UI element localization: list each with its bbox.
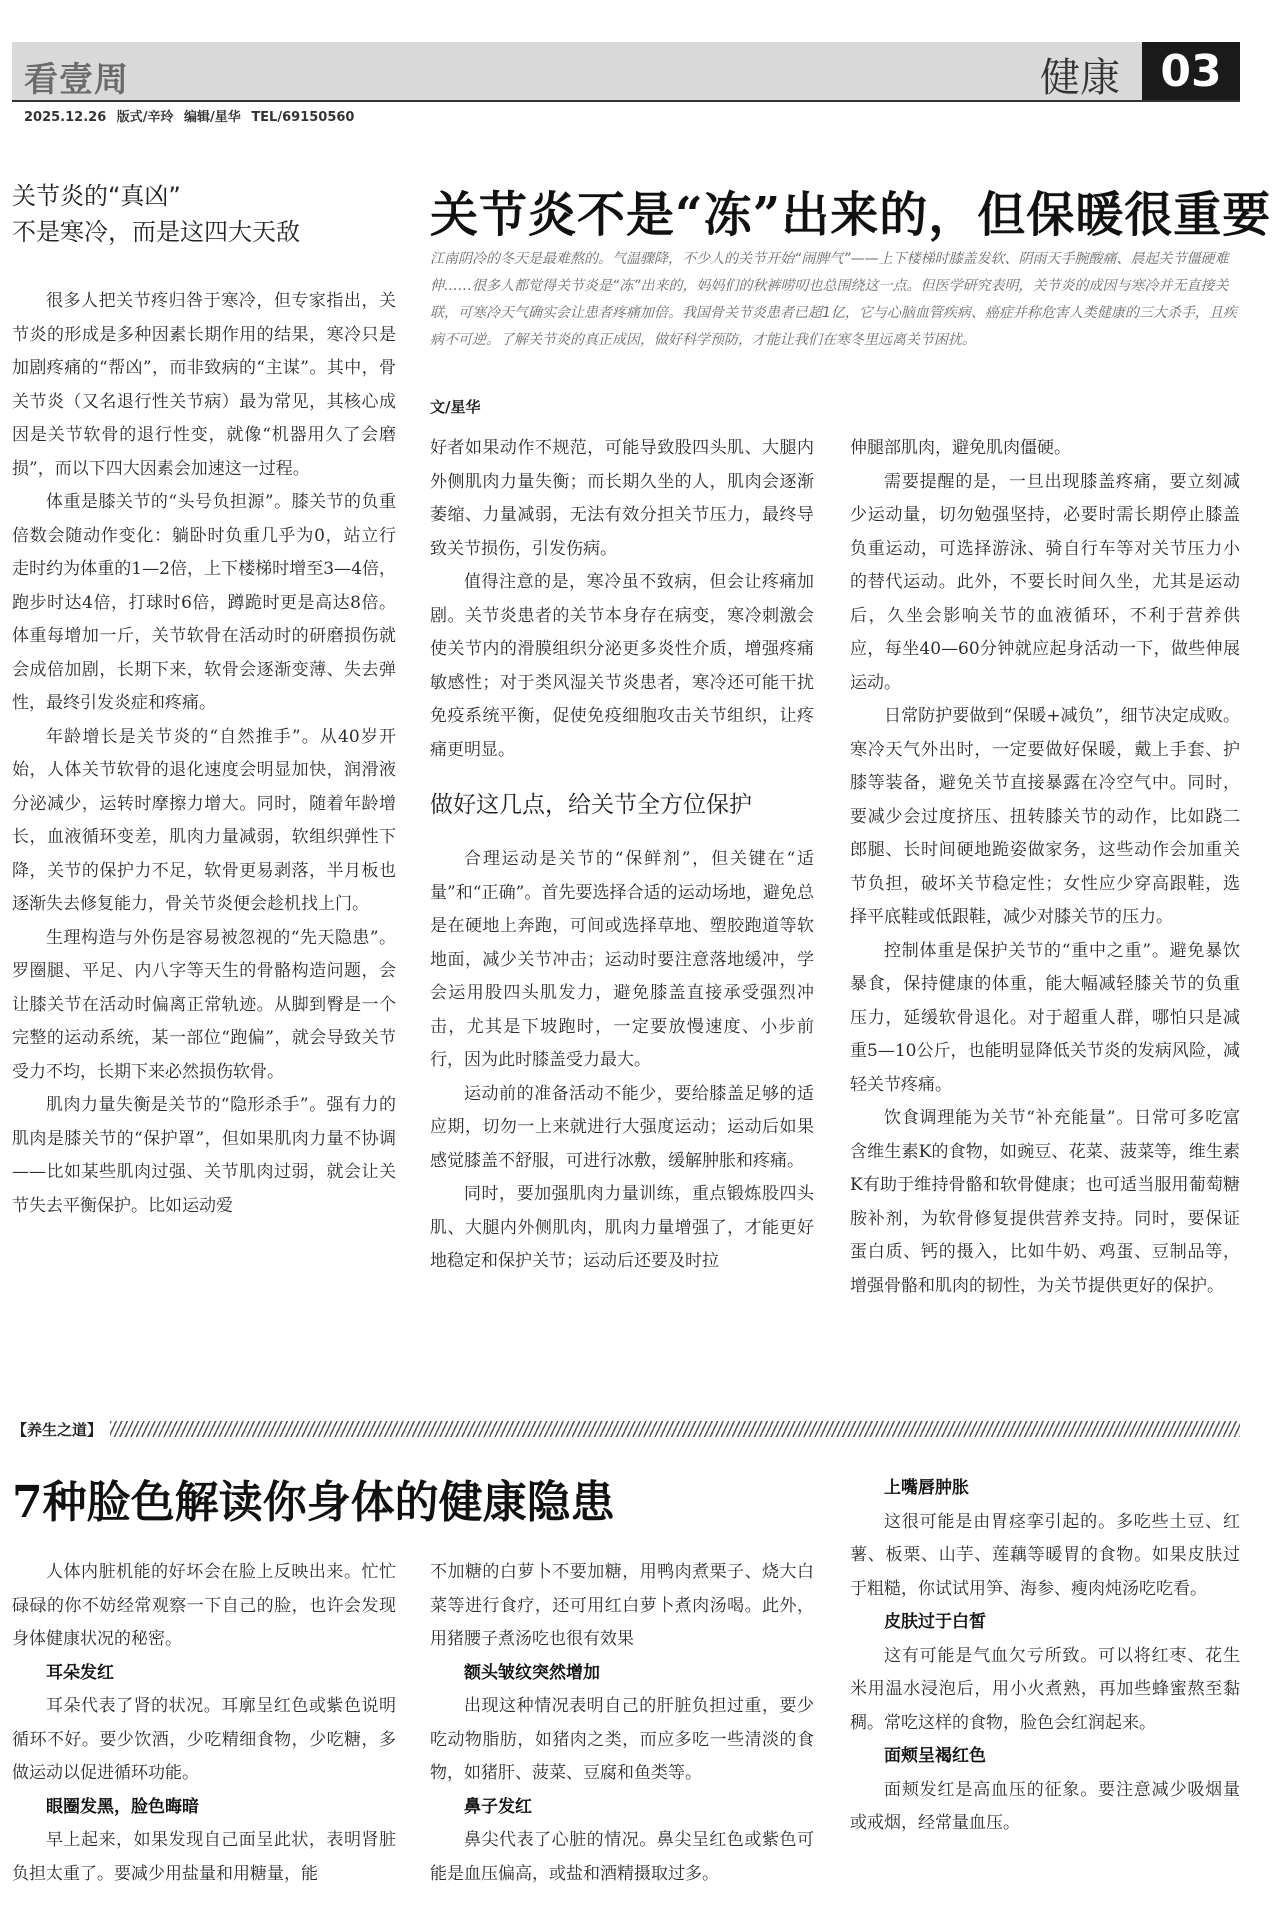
section-name: 健康 [1040, 55, 1120, 101]
band-stripes [110, 1421, 1240, 1437]
story2-column-3 [850, 1472, 1240, 1841]
paragraph: 不加糖的白萝卜不要加糖，用鸭肉煮栗子、烧大白菜等进行食疗，还可用红白萝卜煮肉汤喝。此外，用猪腰子煮汤吃也很有效果 [430, 1562, 814, 1649]
paragraph: 出现这种情况表明自己的肝脏负担过重，要少吃动物脂肪，如猪肉之类，而应多吃一些清淡的食物，如猪肝、菠菜、豆腐和鱼类等。 [430, 1696, 814, 1783]
paragraph: 鼻尖代表了心脏的情况。鼻尖呈红色或紫色可能是血压偏高，或盐和酒精摄取过多。 [430, 1830, 814, 1884]
story1-column-2 [430, 432, 814, 1279]
paragraph: 好者如果动作不规范，可能导致股四头肌、大腿内外侧肌肉力量失衡；而长期久坐的人，肌肉会逐渐萎缩、力量减弱，无法有效分担关节压力，最终导致关节损伤，引发伤病。 [430, 438, 814, 559]
subheading: 额头皱纹突然增加 [464, 1662, 600, 1683]
paragraph: 值得注意的是，寒冷虽不致病，但会让疼痛加剧。关节炎患者的关节本身存在病变，寒冷刺激会使关节内的滑膜组织分泌更多炎性介质，增强疼痛敏感性；对于类风湿关节炎患者，寒冷还可能干扰免疫系统平衡，促使免疫细胞攻击关节组织，让疼痛更明显。 [430, 572, 814, 760]
band-label: 【养生之道】 [12, 1420, 103, 1439]
story2-column-1 [12, 1556, 396, 1891]
subheading: 皮肤过于白皙 [884, 1612, 986, 1632]
paragraph: 控制体重是保护关节的“重中之重”。避免暴饮暴食，保持健康的体重，能大幅减轻膝关节的负重压力，延缓软骨退化。对于超重人群，哪怕只是减重5—10公斤，也能明显降低关节炎的发病风险，减轻关节疼痛。 [850, 940, 1240, 1095]
lede: 江南阴冷的冬天是最难熬的。气温骤降，不少人的关节开始“闹脾气”——上下楼梯时膝盖发软、阴雨天手腕酸痛、晨起关节僵硬难伸……很多人都觉得关节炎是“冻”出来的，妈妈们的秋裤唠叨也总围绕这一点。但医学研究表明，关节炎的成因与寒冷并无直接关联，可寒冷天气确实会让患者疼痛加倍。我国骨关节炎患者已超1亿，它与心脑血管疾病、癌症并称危害人类健康的三大杀手，且疾病不可逆。了解关节炎的真正成因，做好科学预防，才能让我们在寒冬里远离关节困扰。 [430, 251, 1237, 348]
paragraph: 生理构造与外伤是容易被忽视的“先天隐患”。罗圈腿、平足、内八字等天生的骨骼构造问题，会让膝关节在活动时偏离正常轨迹。从脚到臀是一个完整的运动系统，某一部位“跑偏”，就会导致关节受力不均，长期下来必然损伤软骨。 [12, 927, 396, 1082]
paragraph: 同时，要加强肌肉力量训练，重点锻炼股四头肌、大腿内外侧肌肉，肌肉力量增强了，才能更好地稳定和保护关节；运动后还要及时拉 [430, 1184, 814, 1271]
paragraph: 早上起来，如果发现自己面呈此状，表明肾脏负担太重了。要减少用盐量和用糖量，能 [12, 1830, 396, 1884]
paragraph: 人体内脏机能的好坏会在脸上反映出来。忙忙碌碌的你不妨经常观察一下自己的脸，也许会发现身体健康状况的秘密。 [12, 1562, 396, 1649]
kicker-line-2: 不是寒冷，而是这四大天敌 [12, 218, 300, 246]
paragraph: 伸腿部肌肉，避免肌肉僵硬。 [850, 438, 1071, 458]
story2-column-2 [430, 1556, 814, 1891]
dateline: 2025.12.26 版式/辛玲 编辑/星华 TEL/69150560 [24, 110, 355, 125]
subheading: 面颊呈褐红色 [884, 1746, 986, 1766]
byline: 文/星华 [430, 398, 481, 416]
paragraph: 运动前的准备活动不能少，要给膝盖足够的适应期，切勿一上来就进行大强度运动；运动后如果感觉膝盖不舒服，可进行冰敷，缓解肿胀和疼痛。 [430, 1083, 814, 1171]
paper-name: 看壹周 [24, 60, 129, 100]
paragraph: 体重是膝关节的“头号负担源”。膝关节的负重倍数会随动作变化：躺卧时负重几乎为0，站立行走时约为体重的1—2倍，上下楼梯时增至3—4倍，跑步时达4倍，打球时6倍，蹲跪时更是高达8倍。体重每增加一斤，关节软骨在活动时的研磨损伤就会成倍加剧，长期下来，软骨会逐渐变薄、失去弹性，最终引发炎症和疼痛。 [12, 492, 396, 713]
paragraph: 日常防护要做到“保暖+减负”，细节决定成败。寒冷天气外出时，一定要做好保暖，戴上手套、护膝等装备，避免关节直接暴露在冷空气中。同时，要减少会过度挤压、扭转膝关节的动作，比如跷二郎腿、长时间硬地跪姿做家务，这些动作会加重关节负担，破坏关节稳定性；女性应少穿高跟鞋，选择平底鞋或低跟鞋，减少对膝关节的压力。 [850, 706, 1240, 927]
paragraph: 耳朵代表了肾的状况。耳廓呈红色或紫色说明循环不好。要少饮酒，少吃精细食物，少吃糖，多做运动以促进循环功能。 [12, 1696, 396, 1783]
subheading: 做好这几点，给关节全方位保护 [430, 792, 752, 818]
subheading: 上嘴唇肿胀 [884, 1478, 969, 1498]
subheading: 鼻子发红 [464, 1796, 532, 1817]
paragraph: 面颊发红是高血压的征象。要注意减少吸烟量或戒烟，经常量血压。 [850, 1779, 1240, 1833]
paragraph: 饮食调理能为关节“补充能量”。日常可多吃富含维生素K的食物，如豌豆、花菜、菠菜等，维生素K有助于维持骨骼和软骨健康；也可适当服用葡萄糖胺补剂，为软骨修复提供营养支持。同时，要保证蛋白质、钙的摄入，比如牛奶、鸡蛋、豆制品等，增强骨骼和肌肉的韧性，为关节提供更好的保护。 [850, 1108, 1240, 1296]
story1-column-1 [12, 285, 396, 1223]
paragraph: 这有可能是气血欠亏所致。可以将红枣、花生米用温水浸泡后，用小火煮熟，再加些蜂蜜熬至黏稠。常吃这样的食物，脸色会红润起来。 [850, 1645, 1240, 1733]
section-band [12, 1420, 1240, 1438]
kicker [12, 178, 412, 250]
page-number: 03 [1142, 42, 1240, 100]
headline: 关节炎不是“冻”出来的，但保暖很重要 [430, 187, 1272, 243]
paragraph: 肌肉力量失衡是关节的“隐形杀手”。强有力的肌肉是膝关节的“保护罩”，但如果肌肉力量不协调——比如某些肌肉过强、关节肌肉过弱，就会让关节失去平衡保护。比如运动爱 [12, 1095, 396, 1216]
paragraph: 年龄增长是关节炎的“自然推手”。从40岁开始，人体关节软骨的退化速度会明显加快，润滑液分泌减少，运转时摩擦力增大。同时，随着年龄增长，血液循环变差，肌肉力量减弱，软组织弹性下降，关节的保护力不足，软骨更易剥落，半月板也逐渐失去修复能力，骨关节炎便会趁机找上门。 [12, 726, 396, 914]
paragraph: 合理运动是关节的“保鲜剂”，但关键在“适量”和“正确”。首先要选择合适的运动场地，避免总是在硬地上奔跑，可间或选择草地、塑胶跑道等软地面，减少关节冲击；运动时要注意落地缓冲，学会运用股四头肌发力，避免膝盖直接承受强烈冲击，尤其是下坡跑时，一定要放慢速度、小步前行，因为此时膝盖受力最大。 [430, 849, 814, 1070]
kicker-line-1: 关节炎的“真凶” [12, 182, 181, 210]
paragraph: 这很可能是由胃痉挛引起的。多吃些土豆、红薯、板栗、山芋、莲藕等暖胃的食物。如果皮肤过于粗糙，你试试用笋、海参、瘦肉炖汤吃吃看。 [850, 1511, 1240, 1599]
subheading: 耳朵发红 [46, 1662, 114, 1683]
story1-column-3 [850, 432, 1240, 1303]
headline-2: 7种脸色解读你身体的健康隐患 [12, 1477, 615, 1528]
paragraph: 很多人把关节疼归咎于寒冷，但专家指出，关节炎的形成是多种因素长期作用的结果，寒冷只是加剧疼痛的“帮凶”，而非致病的“主谋”。其中，骨关节炎（又名退行性关节病）最为常见，其核心成因是关节软骨的退行性变，就像“机器用久了会磨损”，而以下四大因素会加速这一过程。 [12, 291, 396, 479]
paragraph: 需要提醒的是，一旦出现膝盖疼痛，要立刻减少运动量，切勿勉强坚持，必要时需长期停止膝盖负重运动，可选择游泳、骑自行车等对关节压力小的替代运动。此外，不要长时间久坐，尤其是运动后，久坐会影响关节的血液循环，不利于营养供应，每坐40—60分钟就应起身活动一下，做些伸展运动。 [850, 471, 1240, 693]
subheading: 眼圈发黑，脸色晦暗 [46, 1796, 199, 1817]
